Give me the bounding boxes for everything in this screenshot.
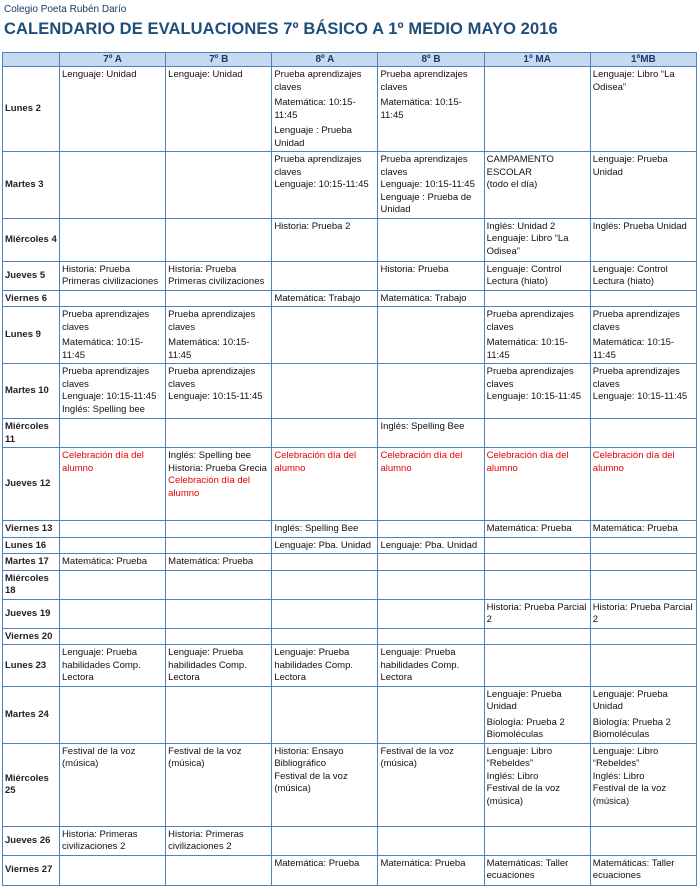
evaluation-entry: CAMPAMENTO ESCOLAR <box>486 154 554 178</box>
schedule-cell <box>166 554 272 571</box>
schedule-cell <box>60 307 166 364</box>
evaluation-entry: Matemática: Prueba <box>380 857 466 869</box>
schedule-cell <box>484 537 590 554</box>
evaluation-entry: Lenguaje: Libro “Rebeldes” <box>486 745 553 769</box>
schedule-cell <box>590 645 696 687</box>
calendar-row <box>3 307 697 364</box>
schedule-cell <box>484 628 590 645</box>
schedule-cell <box>484 419 590 448</box>
evaluation-calendar-table <box>2 52 697 886</box>
schedule-cell <box>272 67 378 152</box>
schedule-cell <box>590 570 696 599</box>
schedule-cell <box>378 261 484 290</box>
evaluation-entry: Prueba aprendizajes claves <box>592 366 680 390</box>
evaluation-entry: Inglés: Spelling bee <box>62 403 145 415</box>
schedule-cell <box>484 645 590 687</box>
evaluation-entry: Inglés: Spelling bee <box>168 450 252 461</box>
schedule-cell <box>166 448 272 521</box>
calendar-row <box>3 419 697 448</box>
schedule-cell <box>272 152 378 219</box>
evaluation-entry: Lenguaje: Prueba habilidades Comp. Lectora <box>168 647 247 683</box>
evaluation-entry: Prueba aprendizajes claves <box>168 366 256 390</box>
event-highlight: Celebración día del alumno <box>592 450 675 474</box>
evaluation-entry: Biología: Prueba 2 Biomoléculas <box>592 716 671 740</box>
evaluation-entry: Lenguaje: 10:15-11:45 <box>592 391 688 402</box>
schedule-cell <box>272 448 378 521</box>
schedule-cell <box>484 570 590 599</box>
evaluation-entry: Historia: Prueba Primeras civilizaciones <box>168 263 265 287</box>
evaluation-entry: Matemáticas: Taller ecuaciones <box>592 857 675 881</box>
evaluation-entry: Lenguaje: Prueba Unidad <box>592 688 668 712</box>
evaluation-entry: Prueba aprendizajes claves <box>274 69 362 93</box>
schedule-cell <box>378 570 484 599</box>
evaluation-entry: Biología: Prueba 2 Biomoléculas <box>486 716 565 740</box>
schedule-cell <box>60 218 166 261</box>
schedule-cell <box>484 743 590 826</box>
schedule-cell <box>272 645 378 687</box>
evaluation-entry: Inglés: Libro <box>486 770 539 782</box>
evaluation-entry: Prueba aprendizajes claves <box>62 366 150 390</box>
schedule-cell <box>590 521 696 538</box>
schedule-cell <box>60 743 166 826</box>
schedule-cell <box>60 599 166 628</box>
event-highlight: Celebración día del alumno <box>486 450 569 474</box>
schedule-cell <box>60 152 166 219</box>
schedule-cell <box>272 521 378 538</box>
schedule-cell <box>166 290 272 307</box>
evaluation-entry: Matemática: 10:15-11:45 <box>486 337 568 361</box>
calendar-row <box>3 290 697 307</box>
schedule-cell <box>590 261 696 290</box>
evaluation-entry: Lenguaje: Prueba Unidad <box>592 154 668 178</box>
evaluation-entry: Lenguaje: Control Lectura (hiato) <box>592 263 668 287</box>
schedule-cell <box>378 218 484 261</box>
evaluation-entry: Lenguaje: Control Lectura (hiato) <box>486 263 562 287</box>
day-label: Lunes 23 <box>3 645 60 687</box>
schedule-cell <box>272 628 378 645</box>
schedule-cell <box>378 686 484 743</box>
schedule-cell <box>484 599 590 628</box>
schedule-cell <box>378 554 484 571</box>
schedule-cell <box>484 826 590 855</box>
evaluation-entry: Lenguaje: Pba. Unidad <box>380 539 478 551</box>
evaluation-entry: Prueba aprendizajes claves <box>592 309 680 333</box>
schedule-cell <box>166 826 272 855</box>
schedule-cell <box>378 645 484 687</box>
schedule-cell <box>166 855 272 885</box>
calendar-row <box>3 570 697 599</box>
calendar-row <box>3 67 697 152</box>
evaluation-entry: Matemática: 10:15-11:45 <box>592 337 675 361</box>
schedule-cell <box>272 290 378 307</box>
evaluation-entry: Matemática: Prueba <box>168 556 254 567</box>
evaluation-entry: Inglés: Prueba Unidad <box>592 220 687 232</box>
schedule-cell <box>590 364 696 419</box>
schedule-cell <box>590 554 696 571</box>
schedule-cell <box>60 521 166 538</box>
calendar-row <box>3 599 697 628</box>
schedule-cell <box>272 261 378 290</box>
evaluation-entry: Historia: Prueba <box>380 263 449 275</box>
schedule-cell <box>378 290 484 307</box>
page-title: CALENDARIO DE EVALUACIONES 7º BÁSICO A 1º MEDIO MAYO 2016 <box>4 20 558 38</box>
schedule-cell <box>60 537 166 554</box>
day-label: Miércoles 25 <box>3 743 60 826</box>
evaluation-entry: Lenguaje: Unidad <box>62 69 137 80</box>
evaluation-entry: Lenguaje: Pba. Unidad <box>274 539 371 551</box>
schedule-cell <box>166 686 272 743</box>
calendar-row <box>3 537 697 554</box>
schedule-cell <box>272 686 378 743</box>
schedule-cell <box>484 218 590 261</box>
day-label: Jueves 19 <box>3 599 60 628</box>
evaluation-entry: Festival de la voz (música) <box>486 783 561 807</box>
evaluation-entry: Prueba aprendizajes claves <box>380 154 468 178</box>
calendar-row <box>3 152 697 219</box>
evaluation-entry: Historia: Prueba Primeras civilizaciones <box>62 263 159 287</box>
evaluation-entry: Lenguaje: Unidad <box>168 69 243 80</box>
schedule-cell <box>590 290 696 307</box>
day-label: Lunes 2 <box>3 67 60 152</box>
schedule-cell <box>378 152 484 219</box>
evaluation-entry: Lenguaje: Libro “La Odisea” <box>486 233 569 257</box>
evaluation-entry: Lenguaje : Prueba de Unidad <box>380 191 472 215</box>
evaluation-entry: Festival de la voz (música) <box>380 745 454 769</box>
header-8a: 8º A <box>272 53 378 67</box>
schedule-cell <box>484 554 590 571</box>
schedule-cell <box>590 826 696 855</box>
evaluation-entry: Matemática: Trabajo <box>274 292 361 304</box>
day-label: Viernes 27 <box>3 855 60 885</box>
day-label: Miércoles 11 <box>3 419 60 448</box>
schedule-cell <box>590 686 696 743</box>
evaluation-entry: Inglés: Spelling Bee <box>380 421 465 432</box>
schedule-cell <box>60 290 166 307</box>
schedule-cell <box>272 743 378 826</box>
evaluation-entry: Historia: Primeras civilizaciones 2 <box>62 828 138 852</box>
schedule-cell <box>166 743 272 826</box>
evaluation-entry: Inglés: Spelling Bee <box>274 523 359 534</box>
evaluation-entry: Festival de la voz (música) <box>274 770 348 794</box>
calendar-row <box>3 686 697 743</box>
schedule-cell <box>60 261 166 290</box>
evaluation-entry: Lenguaje: Prueba habilidades Comp. Lectora <box>62 647 141 683</box>
evaluation-entry: Festival de la voz (música) <box>168 745 242 769</box>
schedule-cell <box>166 419 272 448</box>
day-label: Martes 3 <box>3 152 60 219</box>
schedule-cell <box>60 645 166 687</box>
evaluation-entry: Prueba aprendizajes claves <box>62 309 150 333</box>
schedule-cell <box>272 364 378 419</box>
schedule-cell <box>378 521 484 538</box>
evaluation-entry: Matemática: Prueba <box>486 523 572 534</box>
schedule-cell <box>272 419 378 448</box>
schedule-cell <box>484 521 590 538</box>
schedule-cell <box>378 628 484 645</box>
evaluation-entry: Lenguaje: Prueba habilidades Comp. Lectora <box>380 647 460 683</box>
evaluation-entry: Historia: Prueba Parcial 2 <box>592 601 693 625</box>
calendar-row <box>3 364 697 419</box>
schedule-cell <box>378 826 484 855</box>
evaluation-entry: Prueba aprendizajes claves <box>274 154 362 178</box>
calendar-row <box>3 554 697 571</box>
schedule-cell <box>166 261 272 290</box>
day-label: Jueves 26 <box>3 826 60 855</box>
evaluation-entry: Lenguaje: 10:15-11:45 <box>274 179 369 190</box>
schedule-cell <box>484 290 590 307</box>
calendar-row <box>3 743 697 826</box>
schedule-cell <box>272 599 378 628</box>
schedule-cell <box>590 448 696 521</box>
event-highlight: Celebración día del alumno <box>168 475 251 499</box>
evaluation-entry: Matemáticas: Taller ecuaciones <box>486 857 569 881</box>
schedule-cell <box>272 537 378 554</box>
calendar-row <box>3 218 697 261</box>
schedule-cell <box>378 599 484 628</box>
school-name: Colegio Poeta Rubén Darío <box>4 4 127 15</box>
evaluation-entry: Prueba aprendizajes claves <box>168 309 256 333</box>
day-label: Jueves 12 <box>3 448 60 521</box>
schedule-cell <box>60 364 166 419</box>
evaluation-entry: Lenguaje: Prueba habilidades Comp. Lectora <box>274 647 353 683</box>
evaluation-entry: (todo el día) <box>486 179 538 190</box>
schedule-cell <box>166 599 272 628</box>
day-label: Lunes 16 <box>3 537 60 554</box>
evaluation-entry: Matemática: 10:15-11:45 <box>380 97 462 121</box>
schedule-cell <box>378 364 484 419</box>
schedule-cell <box>590 307 696 364</box>
calendar-row <box>3 855 697 885</box>
schedule-cell <box>272 218 378 261</box>
schedule-cell <box>484 686 590 743</box>
calendar-row <box>3 261 697 290</box>
evaluation-entry: Inglés: Libro <box>592 770 645 782</box>
evaluation-entry: Historia: Prueba Grecia <box>168 462 267 474</box>
schedule-cell <box>272 570 378 599</box>
schedule-cell <box>378 419 484 448</box>
schedule-cell <box>166 67 272 152</box>
schedule-cell <box>590 628 696 645</box>
schedule-cell <box>590 419 696 448</box>
evaluation-entry: Lenguaje : Prueba Unidad <box>274 125 352 149</box>
evaluation-entry: Matemática: Prueba <box>274 857 360 869</box>
event-highlight: Celebración día del alumno <box>62 450 144 474</box>
schedule-cell <box>590 218 696 261</box>
schedule-cell <box>272 855 378 885</box>
schedule-cell <box>590 743 696 826</box>
evaluation-entry: Historia: Prueba Parcial 2 <box>486 601 587 625</box>
evaluation-entry: Matemática: Prueba <box>62 556 148 567</box>
evaluation-entry: Lenguaje: Prueba Unidad <box>486 688 562 712</box>
schedule-cell <box>272 307 378 364</box>
evaluation-entry: Matemática: 10:15-11:45 <box>168 337 250 361</box>
evaluation-entry: Lenguaje: 10:15-11:45 <box>486 391 582 402</box>
schedule-cell <box>166 645 272 687</box>
schedule-cell <box>60 855 166 885</box>
schedule-cell <box>166 570 272 599</box>
evaluation-entry: Historia: Prueba 2 <box>274 220 351 232</box>
calendar-row <box>3 521 697 538</box>
day-label: Viernes 6 <box>3 290 60 307</box>
evaluation-entry: Historia: Primeras civilizaciones 2 <box>168 828 244 852</box>
evaluation-entry: Lenguaje: 10:15-11:45 <box>380 179 475 190</box>
calendar-row <box>3 628 697 645</box>
schedule-cell <box>484 364 590 419</box>
schedule-cell <box>60 448 166 521</box>
schedule-cell <box>60 628 166 645</box>
day-label: Viernes 20 <box>3 628 60 645</box>
schedule-cell <box>60 67 166 152</box>
schedule-cell <box>378 67 484 152</box>
schedule-cell <box>378 307 484 364</box>
evaluation-entry: Matemática: 10:15-11:45 <box>62 337 144 361</box>
header-corner <box>3 53 60 67</box>
calendar-row <box>3 826 697 855</box>
schedule-cell <box>166 537 272 554</box>
schedule-cell <box>166 307 272 364</box>
schedule-cell <box>60 686 166 743</box>
evaluation-entry: Lenguaje: 10:15-11:45 <box>168 391 263 402</box>
day-label: Miércoles 18 <box>3 570 60 599</box>
schedule-cell <box>590 599 696 628</box>
schedule-cell <box>60 826 166 855</box>
schedule-cell <box>378 448 484 521</box>
evaluation-entry: Matemática: Prueba <box>592 523 678 534</box>
schedule-cell <box>60 570 166 599</box>
day-label: Lunes 9 <box>3 307 60 364</box>
schedule-cell <box>378 743 484 826</box>
day-label: Martes 10 <box>3 364 60 419</box>
schedule-cell <box>166 218 272 261</box>
schedule-cell <box>484 152 590 219</box>
schedule-cell <box>484 67 590 152</box>
schedule-cell <box>272 826 378 855</box>
header-8b: 8º B <box>378 53 484 67</box>
schedule-cell <box>166 521 272 538</box>
schedule-cell <box>590 152 696 219</box>
event-highlight: Celebración día del alumno <box>274 450 357 474</box>
header-1mb: 1ºMB <box>590 53 696 67</box>
schedule-cell <box>166 152 272 219</box>
schedule-cell <box>484 448 590 521</box>
header-row <box>3 53 697 67</box>
evaluation-entry: Festival de la voz (música) <box>592 783 667 807</box>
schedule-cell <box>60 419 166 448</box>
schedule-cell <box>378 537 484 554</box>
header-7a: 7º A <box>60 53 166 67</box>
day-label: Martes 24 <box>3 686 60 743</box>
evaluation-entry: Matemática: Trabajo <box>380 292 467 304</box>
calendar-row <box>3 645 697 687</box>
schedule-cell <box>484 307 590 364</box>
header-7b: 7º B <box>166 53 272 67</box>
day-label: Viernes 13 <box>3 521 60 538</box>
evaluation-entry: Matemática: 10:15-11:45 <box>274 97 356 121</box>
evaluation-entry: Lenguaje: 10:15-11:45 <box>62 391 157 402</box>
schedule-cell <box>60 554 166 571</box>
event-highlight: Celebración día del alumno <box>380 450 463 474</box>
day-label: Jueves 5 <box>3 261 60 290</box>
schedule-cell <box>590 855 696 885</box>
schedule-cell <box>166 628 272 645</box>
schedule-cell <box>590 537 696 554</box>
schedule-cell <box>484 261 590 290</box>
schedule-cell <box>272 554 378 571</box>
evaluation-entry: Historia: Ensayo Bibliográfico <box>274 745 344 769</box>
schedule-cell <box>378 855 484 885</box>
evaluation-entry: Lenguaje: Libro “Rebeldes” <box>592 745 659 769</box>
schedule-cell <box>166 364 272 419</box>
schedule-cell <box>590 67 696 152</box>
evaluation-entry: Prueba aprendizajes claves <box>380 69 468 93</box>
schedule-cell <box>484 855 590 885</box>
evaluation-entry: Prueba aprendizajes claves <box>486 366 574 390</box>
evaluation-entry: Lenguaje: Libro “La Odisea” <box>592 69 675 93</box>
evaluation-entry: Prueba aprendizajes claves <box>486 309 574 333</box>
evaluation-entry: Inglés: Unidad 2 <box>486 220 556 232</box>
calendar-row <box>3 448 697 521</box>
evaluation-entry: Festival de la voz (música) <box>62 745 136 769</box>
day-label: Miércoles 4 <box>3 218 60 261</box>
header-1ma: 1º MA <box>484 53 590 67</box>
day-label: Martes 17 <box>3 554 60 571</box>
